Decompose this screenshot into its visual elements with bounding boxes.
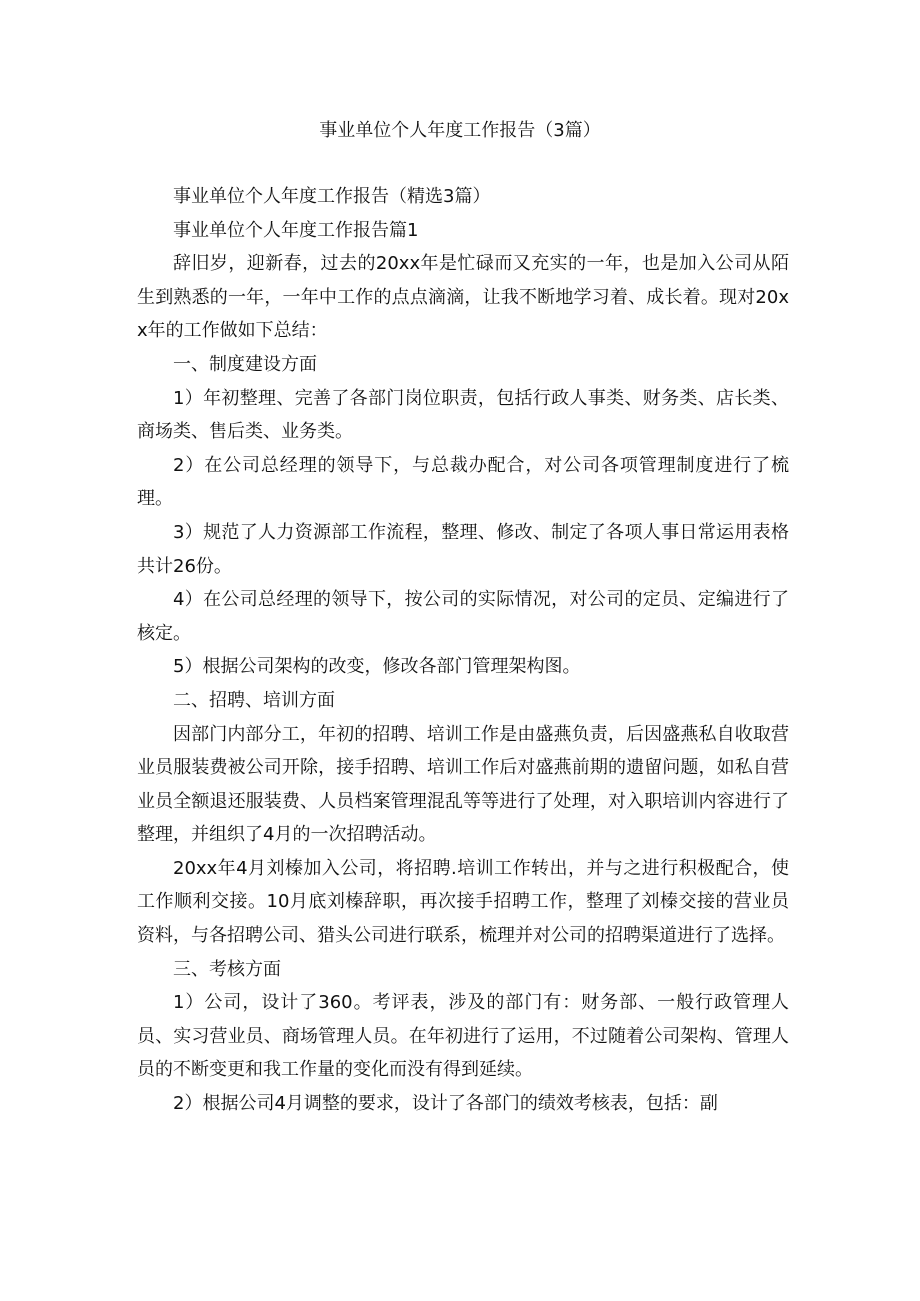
paragraph: 2）根据公司4月调整的要求，设计了各部门的绩效考核表，包括：副 <box>173 1093 718 1115</box>
paragraph: 辞旧岁，迎新春，过去的20xx年是忙碌而又充实的一年，也是加入公司从陌生到熟悉的一年，一年中工作的点点滴滴，让我不断地学习着、成长着。现对20xx年的工作做如下总结： <box>137 253 789 342</box>
paragraph: 2）在公司总经理的领导下，与总裁办配合，对公司各项管理制度进行了梳理。 <box>137 454 789 510</box>
paragraph: 1）公司，设计了360。考评表，涉及的部门有：财务部、一般行政管理人员、实习营业员、商场管理人员。在年初进行了运用，不过随着公司架构、管理人员的不断变更和我工作量的变化而没有得到延续。 <box>137 992 789 1081</box>
document-body <box>137 180 789 1121</box>
paragraph: 4）在公司总经理的领导下，按公司的实际情况，对公司的定员、定编进行了核定。 <box>137 589 789 644</box>
section-heading: 一、制度建设方面 <box>173 353 317 375</box>
paragraph: 3）规范了人力资源部工作流程，整理、修改、制定了各项人事日常运用表格共计26份。 <box>137 521 789 577</box>
section-heading: 三、考核方面 <box>173 958 281 980</box>
paragraph: 5）根据公司架构的改变，修改各部门管理架构图。 <box>173 656 581 678</box>
paragraph: 1）年初整理、完善了各部门岗位职责，包括行政人事类、财务类、店长类、商场类、售后类、业务类。 <box>137 387 789 443</box>
section-heading: 二、招聘、培训方面 <box>173 689 335 711</box>
paragraph: 事业单位个人年度工作报告（精选3篇） <box>173 186 491 207</box>
document-title: 事业单位个人年度工作报告（3篇） <box>319 120 601 141</box>
paragraph: 因部门内部分工，年初的招聘、培训工作是由盛燕负责，后因盛燕私自收取营业员服装费被公司开除，接手招聘、培训工作后对盛燕前期的遗留问题，如私自营业员全额退还服装费、人员档案管理混乱等等进行了处理，对入职培训内容进行了整理，并组织了4月的一次招聘活动。 <box>137 723 789 846</box>
paragraph: 20xx年4月刘榛加入公司，将招聘.培训工作转出，并与之进行积极配合，使工作顺利交接。10月底刘榛辞职，再次接手招聘工作，整理了刘榛交接的营业员资料，与各招聘公司、猎头公司进行联系，梳理并对公司的招聘渠道进行了选择。 <box>137 857 789 947</box>
paragraph: 事业单位个人年度工作报告篇1 <box>173 219 419 241</box>
